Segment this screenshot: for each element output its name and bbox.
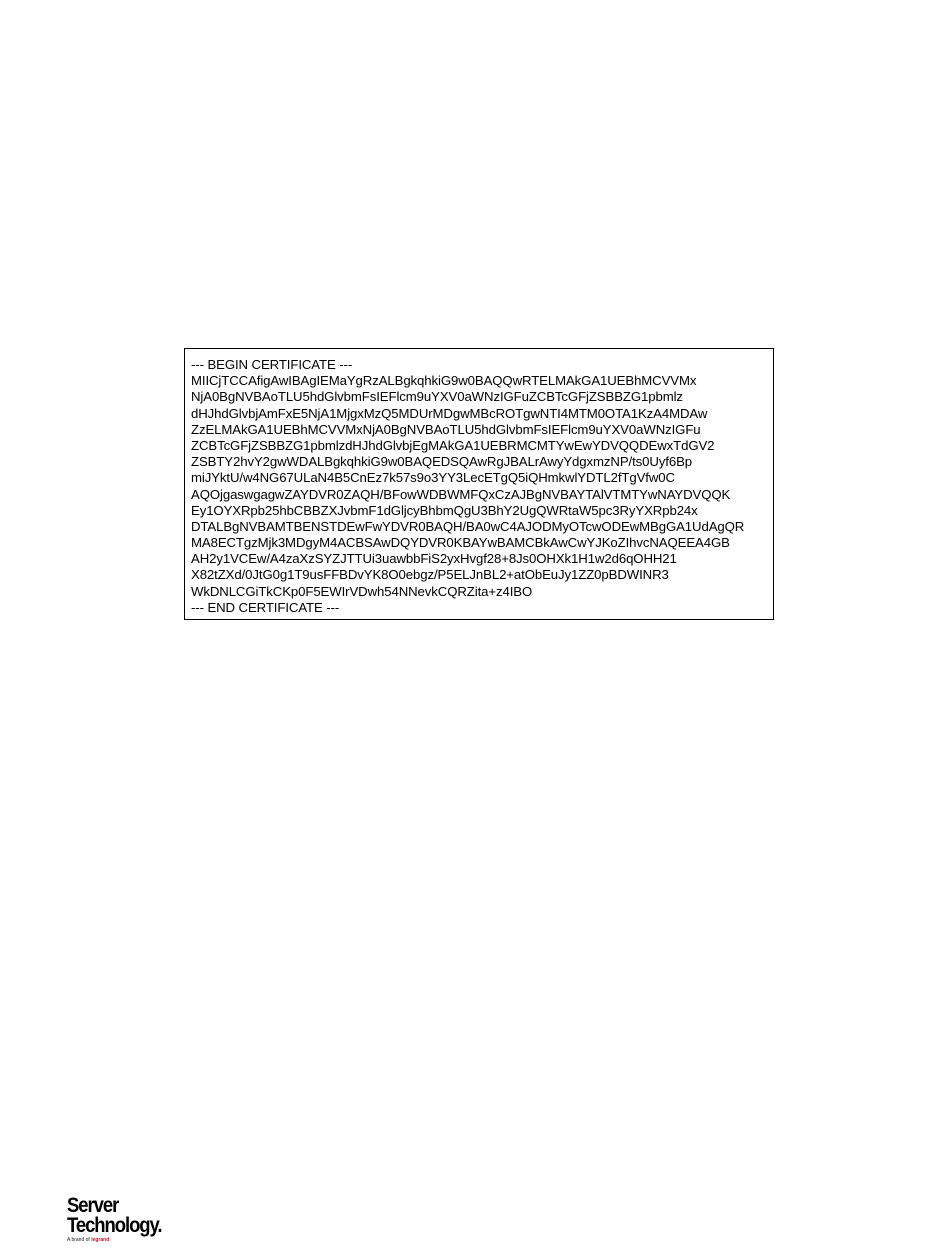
logo-tagline-prefix: A brand of — [67, 1237, 92, 1243]
certificate-data-line: NjA0BgNVBAoTLU5hdGlvbmFsIEFlcm9uYXV0aWNzIGFuZCBTcGFjZSBBZG1pbmlz — [191, 389, 683, 405]
certificate-data-line: ZzELMAkGA1UEBhMCVVMxNjA0BgNVBAoTLU5hdGlvbmFsIEFlcm9uYXV0aWNzIGFu — [191, 421, 701, 437]
certificate-data-line: Ey1OYXRpb25hbCBBZXJvbmF1dGljcyBhbmQgU3BhY2UgQWRtaW5pc3RyYXRpb24x — [191, 502, 698, 518]
certificate-box — [184, 348, 774, 620]
logo-tagline — [67, 1237, 177, 1244]
logo-text-technology: Technology. — [67, 1214, 162, 1237]
certificate-data-line: ZCBTcGFjZSBBZG1pbmlzdHJhdGlvbjEgMAkGA1UEBRMCMTYwEwYDVQQDEwxTdGV2 — [191, 437, 715, 453]
certificate-data-line: miJYktU/w4NG67ULaN4B5CnEz7k57s9o3YY3LecETgQ5iQHmkwlYDTL2fTgVfw0C — [191, 470, 675, 486]
certificate-data-line: WkDNLCGiTkCKp0F5EWIrVDwh54NNevkCQRZita+z4IBO — [191, 583, 533, 599]
legrand-brand-mark: legrand — [91, 1237, 110, 1243]
certificate-data-line: X82tZXd/0JtG0g1T9usFFBDvYK8O0ebgz/P5ELJnBL2+atObEuJy1ZZ0pBDWINR3 — [191, 567, 669, 583]
certificate-data-line: dHJhdGlvbjAmFxE5NjA1MjgxMzQ5MDUrMDgwMBcROTgwNTI4MTM0OTA1KzA4MDAw — [191, 405, 708, 421]
certificate-data-line: MA8ECTgzMjk3MDgyM4ACBSAwDQYDVR0KBAYwBAMCBkAwCwYJKoZIhvcNAQEEA4GB — [191, 535, 730, 551]
certificate-begin-line: --- BEGIN CERTIFICATE --- — [191, 357, 353, 372]
server-technology-logo — [67, 1196, 177, 1250]
certificate-data-line: MIICjTCCAfigAwIBAgIEMaYgRzALBgkqhkiG9w0BAQQwRTELMAkGA1UEBhMCVVMx — [191, 373, 697, 389]
certificate-data-line: AH2y1VCEw/A4zaXzSYZJTTUi3uawbbFiS2yxHvgf28+8Js0OHXk1H1w2d6qOHH21 — [191, 551, 677, 567]
certificate-data-line: ZSBTY2hvY2gwWDALBgkqhkiG9w0BAQEDSQAwRgJBALrAwyYdgxmzNP/ts0Uyf6Bp — [191, 454, 693, 470]
logo-text-server: Server — [67, 1194, 119, 1217]
certificate-data-line: AQOjgaswgagwZAYDVR0ZAQH/BFowWDBWMFQxCzAJBgNVBAYTAlVTMTYwNAYDVQQK — [191, 486, 731, 502]
certificate-end-line: --- END CERTIFICATE --- — [191, 599, 340, 615]
certificate-data-line: DTALBgNVBAMTBENSTDEwFwYDVR0BAQH/BA0wC4AJODMyOTcwODEwMBgGA1UdAgQR — [191, 518, 745, 534]
